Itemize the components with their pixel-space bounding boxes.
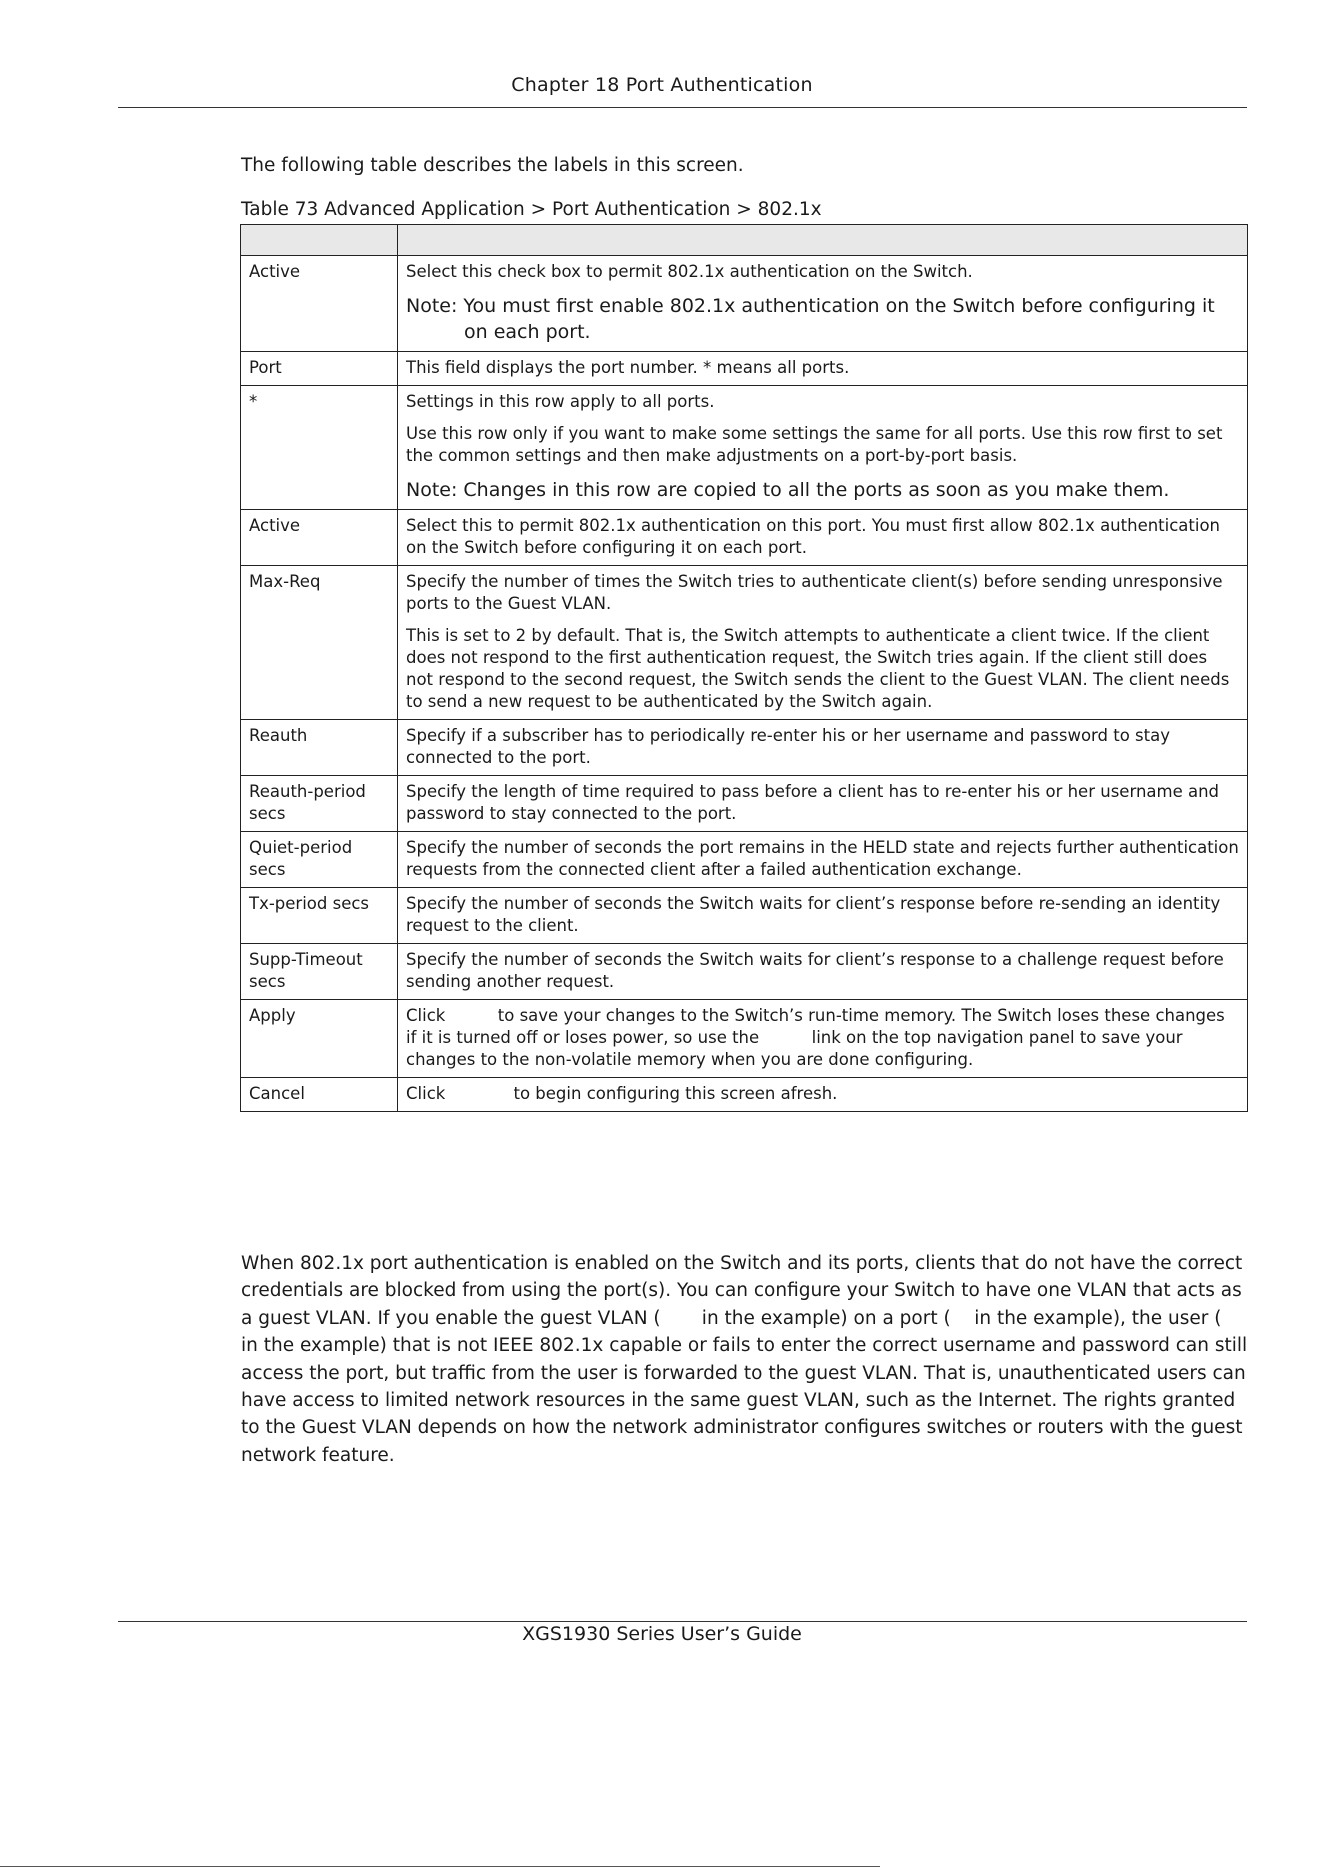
- row-description: [398, 776, 1248, 832]
- table-row: [241, 1000, 1248, 1078]
- header-rule: [118, 107, 1247, 108]
- table-row: [241, 776, 1248, 832]
- table-row: [241, 386, 1248, 510]
- row-description: [398, 510, 1248, 566]
- description-text: Specify the number of seconds the port remains in the HELD state and rejects further authentication requests from the connected client after a failed authentication exchange.: [406, 838, 1239, 879]
- table-row: [241, 566, 1248, 720]
- table-row: [241, 832, 1248, 888]
- table-header-row: [241, 225, 1248, 256]
- row-label: Active: [241, 256, 398, 352]
- header-cell-label: [241, 225, 398, 256]
- table-caption: Table 73 Advanced Application > Port Authentication > 802.1x: [241, 199, 822, 220]
- row-label: Port: [241, 352, 398, 386]
- note-text: [406, 477, 1239, 503]
- description-text: Select this check box to permit 802.1x authentication on the Switch.: [406, 262, 973, 281]
- description-text: Specify the number of times the Switch tries to authenticate client(s) before sending unresponsive ports to the Guest VLAN.: [406, 572, 1223, 613]
- description-text: Click to begin configuring this screen afresh.: [406, 1084, 838, 1103]
- description-text: Click to save your changes to the Switch’s run-time memory. The Switch loses these changes if it is turned off or loses power, so use the link on the top navigation panel to save your changes to the non-volatile memory when you are done configuring.: [406, 1006, 1231, 1069]
- row-description: [398, 1000, 1248, 1078]
- row-label: Max-Req: [241, 566, 398, 720]
- description-text: Specify the length of time required to pass before a client has to re-enter his or her username and password to stay connected to the port.: [406, 782, 1220, 823]
- note-line: Note: Changes in this row are copied to all the ports as soon as you make them.: [406, 479, 1170, 501]
- row-label: Tx-period secs: [241, 888, 398, 944]
- row-label: Active: [241, 510, 398, 566]
- row-description: [398, 1078, 1248, 1112]
- description-text: Select this to permit 802.1x authentication on this port. You must first allow 802.1x authentication on the Switch before configuring it on each port.: [406, 516, 1221, 557]
- row-description: [398, 566, 1248, 720]
- row-label: Cancel: [241, 1078, 398, 1112]
- row-description: [398, 720, 1248, 776]
- description-text: Settings in this row apply to all ports.: [406, 392, 715, 411]
- row-description: [398, 386, 1248, 510]
- footer-rule: [118, 1621, 1247, 1622]
- description-text: Specify the number of seconds the Switch waits for client’s response to a challenge request before sending another request.: [406, 950, 1224, 991]
- header-cell-description: [398, 225, 1248, 256]
- row-label: Quiet-period secs: [241, 832, 398, 888]
- row-label: *: [241, 386, 398, 510]
- table-row: [241, 720, 1248, 776]
- row-description: [398, 944, 1248, 1000]
- page-edge-line: [0, 1866, 880, 1867]
- row-description: [398, 352, 1248, 386]
- description-text: Use this row only if you want to make some settings the same for all ports. Use this row first to set the common settings and then make adjustments on a port-by-port basis.: [406, 424, 1223, 465]
- note-line: Note: You must first enable 802.1x authentication on the Switch before configuring it: [406, 295, 1215, 317]
- row-description: [398, 832, 1248, 888]
- description-text: Specify the number of seconds the Switch waits for client’s response before re-sending an identity request to the client.: [406, 894, 1221, 935]
- table-row: [241, 510, 1248, 566]
- note-text: [406, 293, 1239, 345]
- intro-text: The following table describes the labels in this screen.: [241, 155, 744, 176]
- chapter-header: Chapter 18 Port Authentication: [511, 74, 813, 96]
- description-text: Specify if a subscriber has to periodically re-enter his or her username and password to stay connected to the port.: [406, 726, 1171, 767]
- table-row: [241, 352, 1248, 386]
- row-label: Apply: [241, 1000, 398, 1078]
- table-row: [241, 1078, 1248, 1112]
- table-row: [241, 944, 1248, 1000]
- footer-text: XGS1930 Series User’s Guide: [522, 1623, 802, 1645]
- guest-vlan-paragraph: When 802.1x port authentication is enabled on the Switch and its ports, clients that do not have the correct credentials are blocked from using the port(s). You can configure your Switch to have one VLAN that acts as a guest VLAN. If you enable the guest VLAN ( in the example) on a port ( in the example), the user ( in the example) that is not IEEE 802.1x capable or fails to enter the correct username and password can still access the port, but traffic from the user is forwarded to the guest VLAN. That is, unauthenticated users can have access to limited network resources in the same guest VLAN, such as the Internet. The rights granted to the Guest VLAN depends on how the network administrator configures switches or routers with the guest network feature.: [241, 1253, 1254, 1466]
- row-label: Reauth-period secs: [241, 776, 398, 832]
- description-text: This is set to 2 by default. That is, the Switch attempts to authenticate a client twice. If the client does not respond to the first authentication request, the Switch tries again. If the client still does not respond to the second request, the Switch sends the client to the Guest VLAN. The client needs to send a new request to be authenticated by the Switch again.: [406, 626, 1230, 711]
- note-line: on each port.: [464, 321, 591, 343]
- row-description: [398, 888, 1248, 944]
- row-description: [398, 256, 1248, 352]
- row-label: Supp-Timeout secs: [241, 944, 398, 1000]
- table-row: [241, 256, 1248, 352]
- row-label: Reauth: [241, 720, 398, 776]
- table-row: [241, 888, 1248, 944]
- description-text: This field displays the port number. * means all ports.: [406, 358, 850, 377]
- labels-table: [240, 224, 1248, 1112]
